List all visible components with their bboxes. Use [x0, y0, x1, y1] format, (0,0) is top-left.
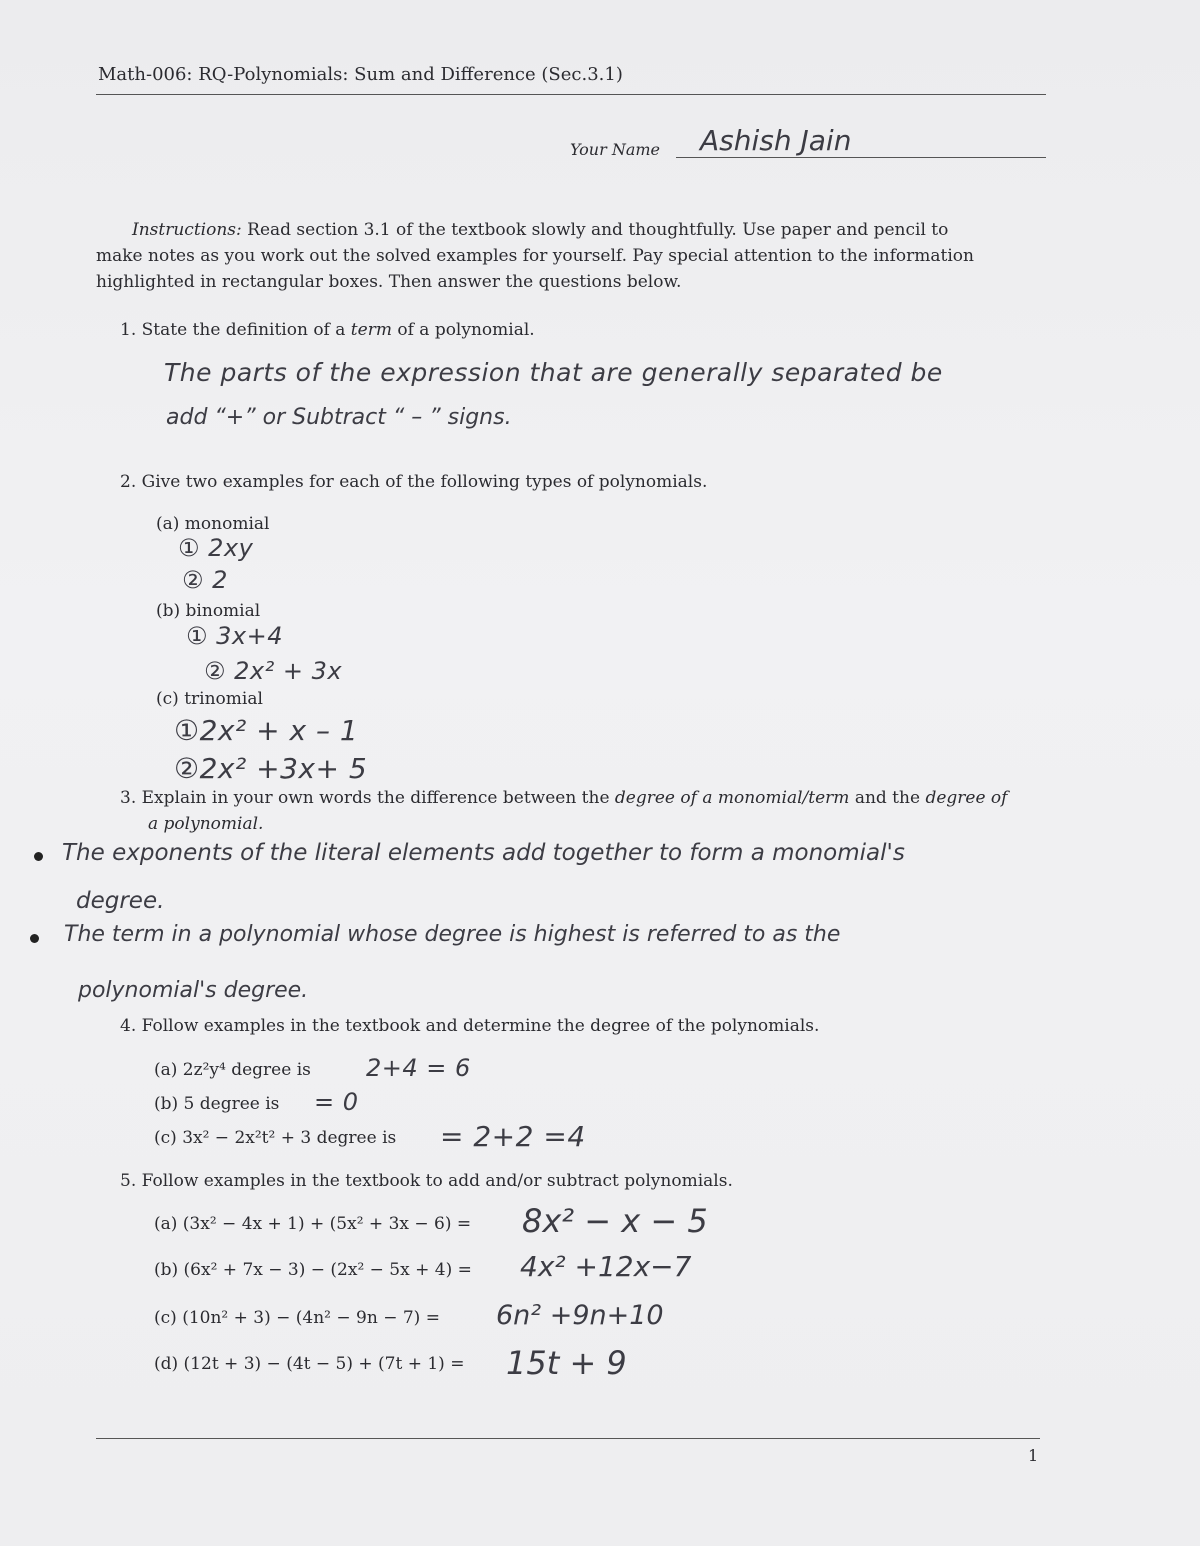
q5b-label: (b) (6x² + 7x − 3) − (2x² − 5x + 4) =	[154, 1260, 472, 1280]
name-value: Ashish Jain	[700, 124, 852, 157]
q5b-answer: 4x² +12x−7	[520, 1250, 692, 1283]
instructions-line3: highlighted in rectangular boxes. Then answer the questions below.	[96, 272, 682, 292]
q2-prompt: 2. Give two examples for each of the following types of polynomials.	[120, 472, 708, 492]
bullet-dot	[30, 934, 39, 943]
name-label: Your Name	[570, 140, 661, 159]
q4b-label: (b) 5 degree is	[154, 1094, 280, 1114]
q3-prompt-line2: a polynomial.	[148, 814, 264, 834]
instructions-label: Instructions:	[132, 220, 242, 240]
q4b-answer: = 0	[314, 1088, 359, 1116]
q5c-label: (c) (10n² + 3) − (4n² − 9n − 7) =	[154, 1308, 440, 1328]
q2c-example1: ①2x² + x – 1	[174, 714, 359, 747]
q3-prompt-line1: 3. Explain in your own words the difference between the degree of a monomial/term and the degree of	[120, 788, 1008, 808]
q3-bullet1-line2: degree.	[76, 888, 165, 914]
q2b-example1: ① 3x+4	[186, 622, 283, 650]
header-rule	[96, 94, 1046, 95]
q5c-answer: 6n² +9n+10	[496, 1300, 664, 1331]
q2b-example2: ② 2x² + 3x	[204, 657, 343, 685]
q5-prompt: 5. Follow examples in the textbook to add and/or subtract polynomials.	[120, 1171, 733, 1191]
page-title: Math-006: RQ-Polynomials: Sum and Difference (Sec.3.1)	[98, 64, 623, 85]
q2b-label: (b) binomial	[156, 601, 261, 621]
instructions-line1: Instructions: Read section 3.1 of the textbook slowly and thoughtfully. Use paper and pencil to	[132, 220, 949, 240]
q2c-label: (c) trinomial	[156, 689, 263, 709]
q2a-example1: ① 2xy	[178, 534, 254, 562]
q2a-example2: ② 2	[182, 566, 228, 594]
q4c-label: (c) 3x² − 2x²t² + 3 degree is	[154, 1128, 397, 1148]
q1-prompt: 1. State the definition of a term of a polynomial.	[120, 320, 535, 340]
instructions-line2: make notes as you work out the solved examples for yourself. Pay special attention to the information	[96, 246, 974, 266]
q4c-answer: = 2+2 =4	[440, 1120, 586, 1153]
q3-bullet2-line1: The term in a polynomial whose degree is highest is referred to as the	[64, 922, 841, 947]
q2a-label: (a) monomial	[156, 514, 270, 534]
q4a-label: (a) 2z²y⁴ degree is	[154, 1060, 311, 1080]
q3-bullet2-line2: polynomial's degree.	[78, 978, 309, 1003]
q1-answer-line1: The parts of the expression that are generally separated be	[164, 358, 943, 387]
q5d-answer: 15t + 9	[506, 1344, 627, 1382]
q5d-label: (d) (12t + 3) − (4t − 5) + (7t + 1) =	[154, 1354, 465, 1374]
q2c-example2: ②2x² +3x+ 5	[174, 752, 368, 785]
q5a-label: (a) (3x² − 4x + 1) + (5x² + 3x − 6) =	[154, 1214, 472, 1234]
q3-bullet1-line1: The exponents of the literal elements add together to form a monomial's	[62, 840, 905, 866]
name-line	[676, 157, 1046, 158]
bullet-dot	[34, 852, 43, 861]
footer-rule	[96, 1438, 1040, 1439]
q1-answer-line2: add “+” or Subtract “ – ” signs.	[166, 405, 512, 430]
q4-prompt: 4. Follow examples in the textbook and determine the degree of the polynomials.	[120, 1016, 820, 1036]
page-number: 1	[1028, 1446, 1039, 1465]
q4a-answer: 2+4 = 6	[366, 1054, 471, 1082]
q5a-answer: 8x² − x − 5	[522, 1202, 708, 1240]
